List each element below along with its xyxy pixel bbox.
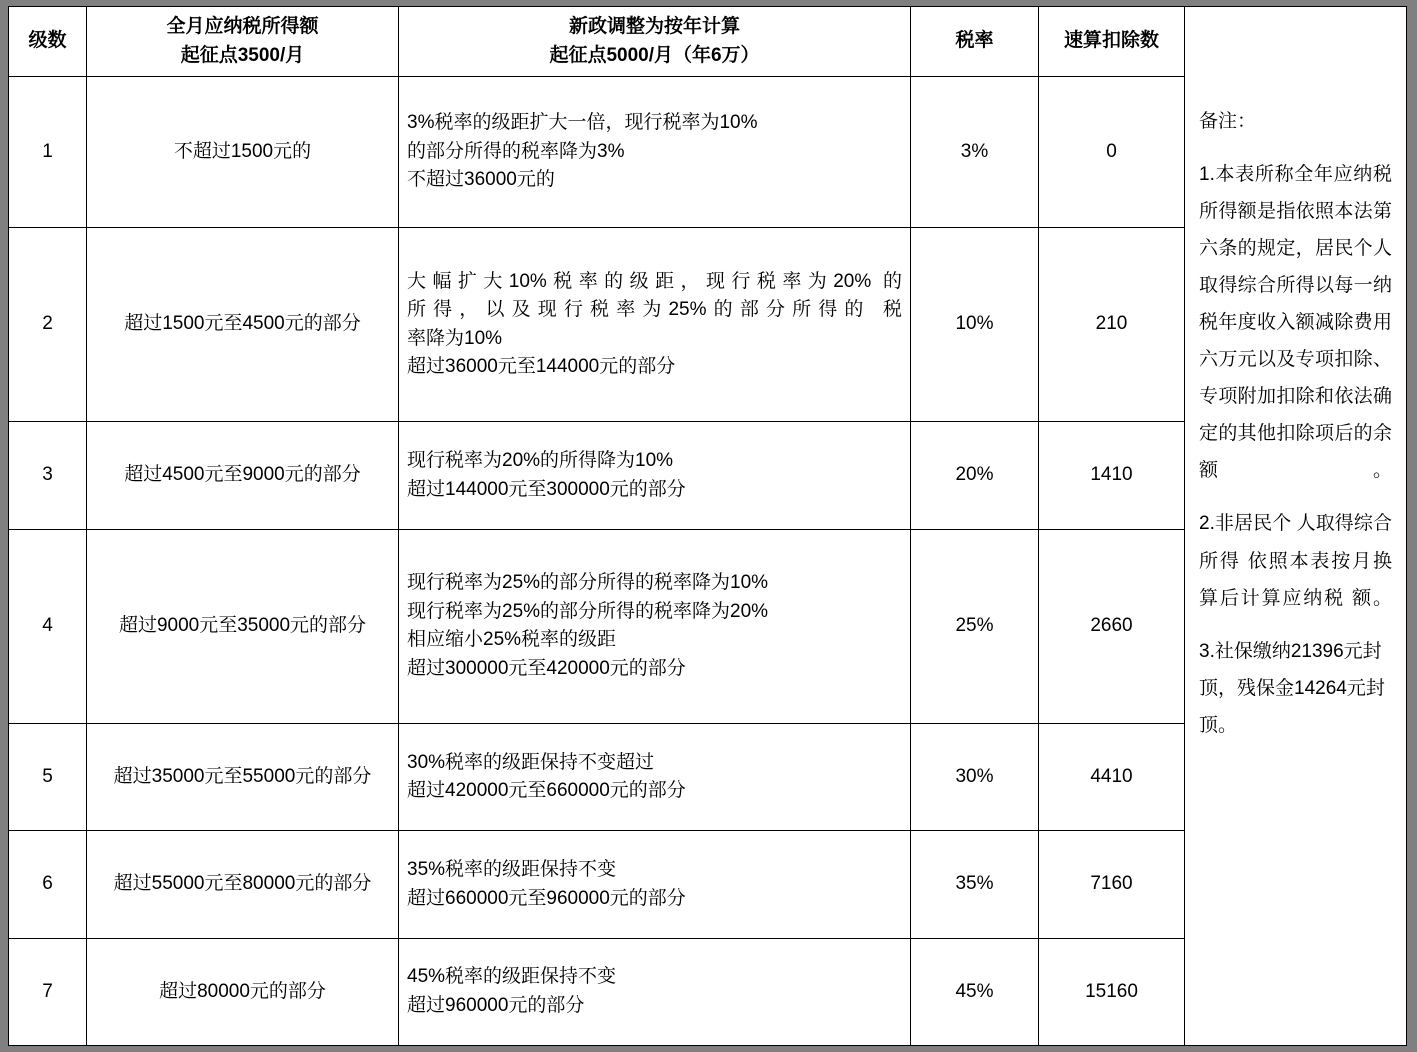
- table-row: [9, 831, 1185, 938]
- note-item-1: 1.本表所称全年应纳税所得额是指依照本法第六条的规定，居民个人取得综合所得以每一纳税年度收入额减除费用六万元以及专项扣除、专项附加扣除和依法确定的其他扣除项后的余额。: [1199, 164, 1392, 482]
- new-bracket-line: 现行税率为25%的部分所得的税率降为20%: [407, 600, 769, 622]
- header-new-bracket-line2: 起征点5000/月（年6万）: [549, 44, 760, 66]
- new-bracket-line: 超过36000元至144000元的部分: [407, 356, 676, 378]
- cell-new-bracket: [399, 227, 911, 422]
- cell-new-bracket: [399, 77, 911, 228]
- table-row: [9, 422, 1185, 529]
- cell-level: 7: [9, 938, 87, 1045]
- cell-old-bracket: 不超过1500元的: [87, 77, 399, 228]
- notes-title: 备注：: [1199, 111, 1257, 132]
- cell-deduction: 1410: [1039, 422, 1185, 529]
- table-row: [9, 724, 1185, 831]
- cell-deduction: 15160: [1039, 938, 1185, 1045]
- cell-rate: 10%: [911, 227, 1039, 422]
- cell-old-bracket: 超过80000元的部分: [87, 938, 399, 1045]
- new-bracket-line: 的部分所得的税率降为3%: [407, 140, 625, 162]
- header-rate-label: 税率: [955, 30, 994, 52]
- header-old-bracket-line2: 起征点3500/月: [180, 44, 305, 66]
- cell-level: 3: [9, 422, 87, 529]
- header-old-bracket: [87, 7, 399, 77]
- cell-rate: 20%: [911, 422, 1039, 529]
- cell-old-bracket: 超过55000元至80000元的部分: [87, 831, 399, 938]
- cell-old-bracket: 超过4500元至9000元的部分: [87, 422, 399, 529]
- table-header-row: [9, 7, 1185, 77]
- new-bracket-line: 45%税率的级距保持不变: [407, 966, 617, 988]
- new-bracket-line: 超过960000元的部分: [407, 994, 585, 1016]
- header-quick-deduction-label: 速算扣除数: [1063, 30, 1159, 52]
- cell-rate: 3%: [911, 77, 1039, 228]
- cell-deduction: 4410: [1039, 724, 1185, 831]
- cell-old-bracket: 超过9000元至35000元的部分: [87, 529, 399, 724]
- cell-deduction: 7160: [1039, 831, 1185, 938]
- new-bracket-line: 相应缩小25%税率的级距: [407, 629, 617, 651]
- page-layout: [8, 6, 1407, 1046]
- new-bracket-line: 不超过36000元的: [407, 169, 555, 191]
- cell-new-bracket: [399, 938, 911, 1045]
- cell-level: 1: [9, 77, 87, 228]
- new-bracket-line: 超过660000元至960000元的部分: [407, 887, 686, 909]
- document-page: [8, 6, 1407, 1046]
- new-bracket-line: 超过144000元至300000元的部分: [407, 478, 686, 500]
- cell-new-bracket: [399, 724, 911, 831]
- new-bracket-line: 超过300000元至420000元的部分: [407, 657, 686, 679]
- cell-new-bracket: [399, 831, 911, 938]
- header-old-bracket-line1: 全月应纳税所得额: [166, 16, 319, 37]
- cell-deduction: 210: [1039, 227, 1185, 422]
- new-bracket-line: 3%税率的级距扩大一倍，现行税率为10%: [407, 112, 758, 134]
- new-bracket-line: 大幅扩大10%税率的级距，现行税率为20% 的: [407, 270, 902, 292]
- cell-deduction: 0: [1039, 77, 1185, 228]
- new-bracket-line: 现行税率为20%的所得降为10%: [407, 450, 674, 472]
- header-level: [9, 7, 87, 77]
- cell-rate: 30%: [911, 724, 1039, 831]
- table-row: [9, 227, 1185, 422]
- new-bracket-line: 超过420000元至660000元的部分: [407, 780, 686, 802]
- cell-rate: 35%: [911, 831, 1039, 938]
- notes-panel: [1185, 6, 1407, 1046]
- cell-level: 5: [9, 724, 87, 831]
- cell-level: 2: [9, 227, 87, 422]
- table-row: [9, 938, 1185, 1045]
- cell-level: 4: [9, 529, 87, 724]
- cell-rate: 25%: [911, 529, 1039, 724]
- new-bracket-line: 35%税率的级距保持不变: [407, 859, 617, 881]
- header-rate: [911, 7, 1039, 77]
- header-new-bracket: [399, 7, 911, 77]
- cell-level: 6: [9, 831, 87, 938]
- cell-deduction: 2660: [1039, 529, 1185, 724]
- cell-old-bracket: 超过35000元至55000元的部分: [87, 724, 399, 831]
- table-row: [9, 529, 1185, 724]
- header-new-bracket-line1: 新政调整为按年计算: [568, 16, 740, 37]
- note-item-3: 3.社保缴纳21396元封顶，残保金14264元封顶。: [1199, 640, 1385, 736]
- cell-new-bracket: [399, 422, 911, 529]
- header-level-label: 级数: [28, 30, 67, 52]
- new-bracket-line: 率降为10%: [407, 327, 503, 349]
- tax-rate-table: [8, 6, 1185, 1046]
- new-bracket-line: 所得，以及现行税率为25%的部分所得的 税: [407, 299, 902, 321]
- cell-old-bracket: 超过1500元至4500元的部分: [87, 227, 399, 422]
- table-row: [9, 77, 1185, 228]
- cell-rate: 45%: [911, 938, 1039, 1045]
- new-bracket-line: 30%税率的级距保持不变超过: [407, 751, 655, 773]
- note-item-2: 2.非居民个 人取得综合所得 依照本表按月换 算后计算应纳税 额。: [1199, 513, 1392, 609]
- header-quick-deduction: [1039, 7, 1185, 77]
- new-bracket-line: 现行税率为25%的部分所得的税率降为10%: [407, 572, 769, 594]
- cell-new-bracket: [399, 529, 911, 724]
